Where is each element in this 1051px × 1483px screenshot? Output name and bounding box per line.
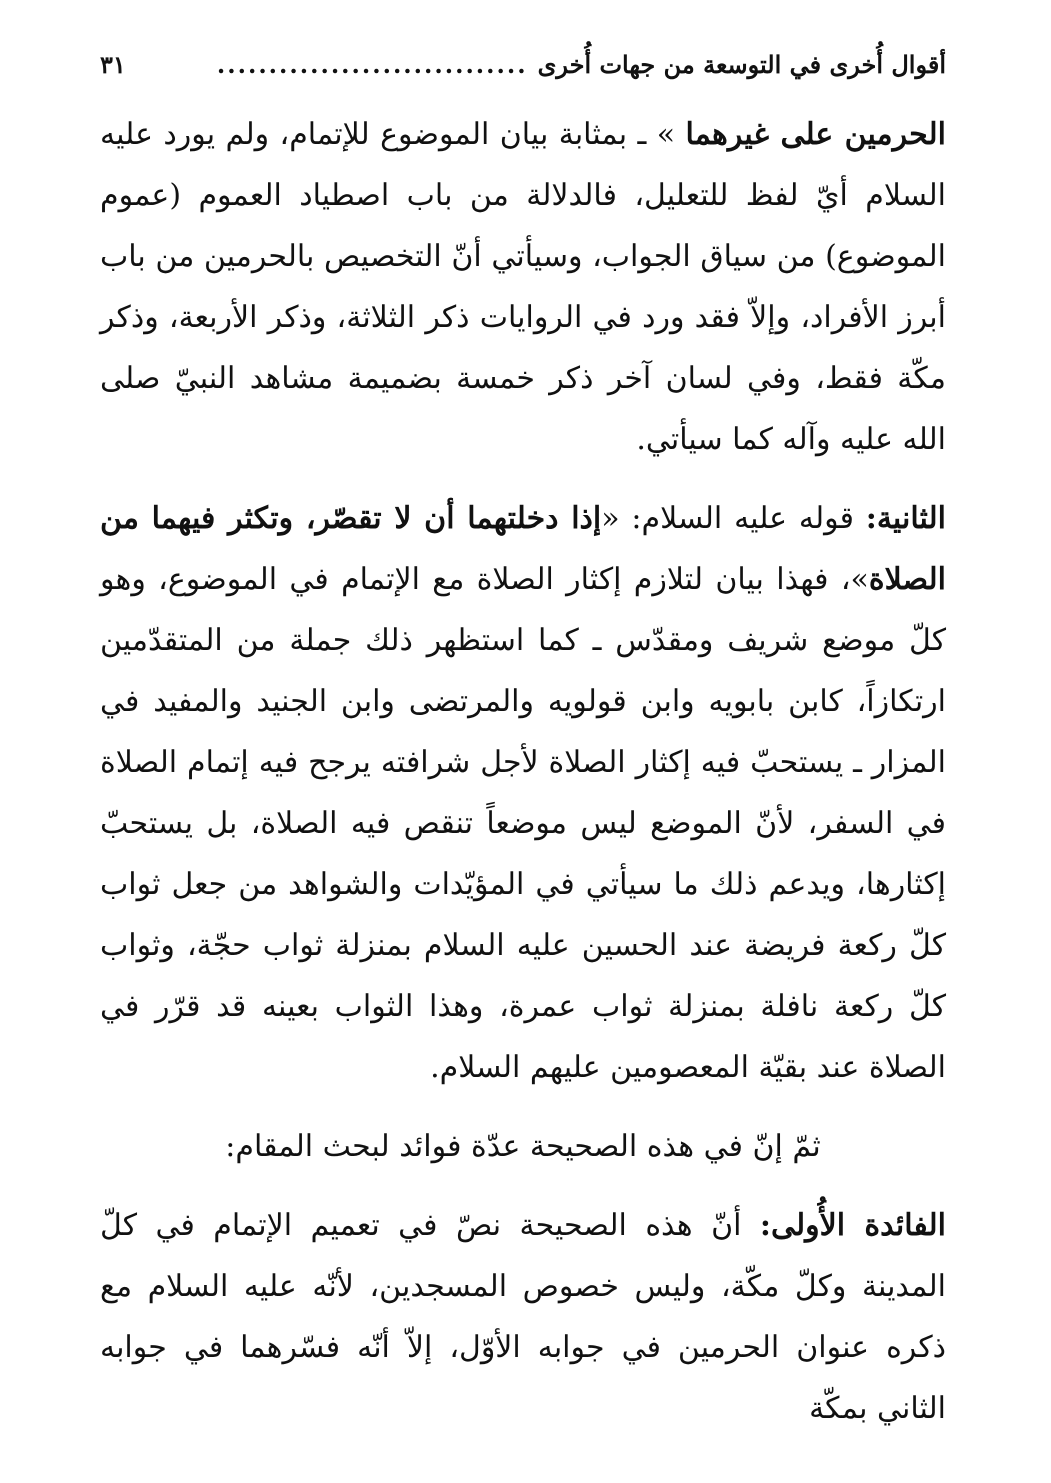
paragraph-1-bold-lead: الحرمين على غيرهما [685, 117, 946, 152]
document-page [100, 50, 946, 1439]
paragraph-2 [100, 488, 946, 1098]
paragraph-2-quote: إذا دخلتهما أن لا تقصّر، وتكثر فيهما من الصلاة [100, 501, 946, 597]
paragraph-gap [100, 470, 946, 488]
paragraph-2-bold-lead: الثانية: [865, 501, 946, 536]
header-title: أقوال أُخرى في التوسعة من جهات أُخرى [537, 50, 946, 79]
header-leader-dots: .............................. [216, 50, 528, 79]
paragraph-2-text-2: »، فهذا بيان لتلازم إكثار الصلاة مع الإتمام في الموضوع، وهو كلّ موضع شريف ومقدّس ـ كما استظهر ذلك جملة من المتقدّمين ارتكازاً، كابن بابويه وابن قولويه والمرتضى وابن الجنيد والمفيد في المزار ـ يستحبّ فيه إكثار الصلاة لأجل شرافته يرجح فيه إتمام الصلاة في السفر، لأنّ الموضع ليس موضعاً تنقص فيه الصلاة، بل يستحبّ إكثارها، ويدعم ذلك ما سيأتي في المؤيّدات والشواهد من جعل ثواب كلّ ركعة فريضة عند الحسين عليه السلام بمنزلة ثواب حجّة، وثواب كلّ ركعة نافلة بمنزلة ثواب عمرة، وهذا الثواب بعينه قد قرّر في الصلاة عند بقيّة المعصومين عليهم السلام. [100, 562, 946, 1085]
paragraph-gap [100, 1177, 946, 1195]
paragraph-3-text: ثمّ إنّ في هذه الصحيحة عدّة فوائد لبحث المقام: [225, 1129, 821, 1164]
paragraph-3 [100, 1116, 946, 1177]
paragraph-gap [100, 1098, 946, 1116]
paragraph-1-text: » ـ بمثابة بيان الموضوع للإتمام، ولم يورد عليه السلام أيّ لفظ للتعليل، فالدلالة من باب اصطياد العموم (عموم الموضوع) من سياق الجواب، وسيأتي أنّ التخصيص بالحرمين من باب أبرز الأفراد، وإلاّ فقد ورد في الروايات ذكر الثلاثة، وذكر الأربعة، وذكر مكّة فقط، وفي لسان آخر ذكر خمسة بضميمة مشاهد النبيّ صلى الله عليه وآله كما سيأتي. [100, 117, 946, 457]
page-number: ٣١ [100, 50, 126, 79]
paragraph-2-text-1: قوله عليه السلام: « [601, 501, 866, 536]
paragraph-4 [100, 1195, 946, 1439]
paragraph-1 [100, 104, 946, 470]
paragraph-4-bold-lead: الفائدة الأُولى: [759, 1208, 947, 1243]
running-header [100, 50, 946, 104]
paragraph-4-text: أنّ هذه الصحيحة نصّ في تعميم الإتمام في كلّ المدينة وكلّ مكّة، وليس خصوص المسجدين، لأنّه عليه السلام مع ذكره عنوان الحرمين في جوابه الأوّل، إلاّ أنّه فسّرهما في جوابه الثاني بمكّة [100, 1208, 946, 1426]
